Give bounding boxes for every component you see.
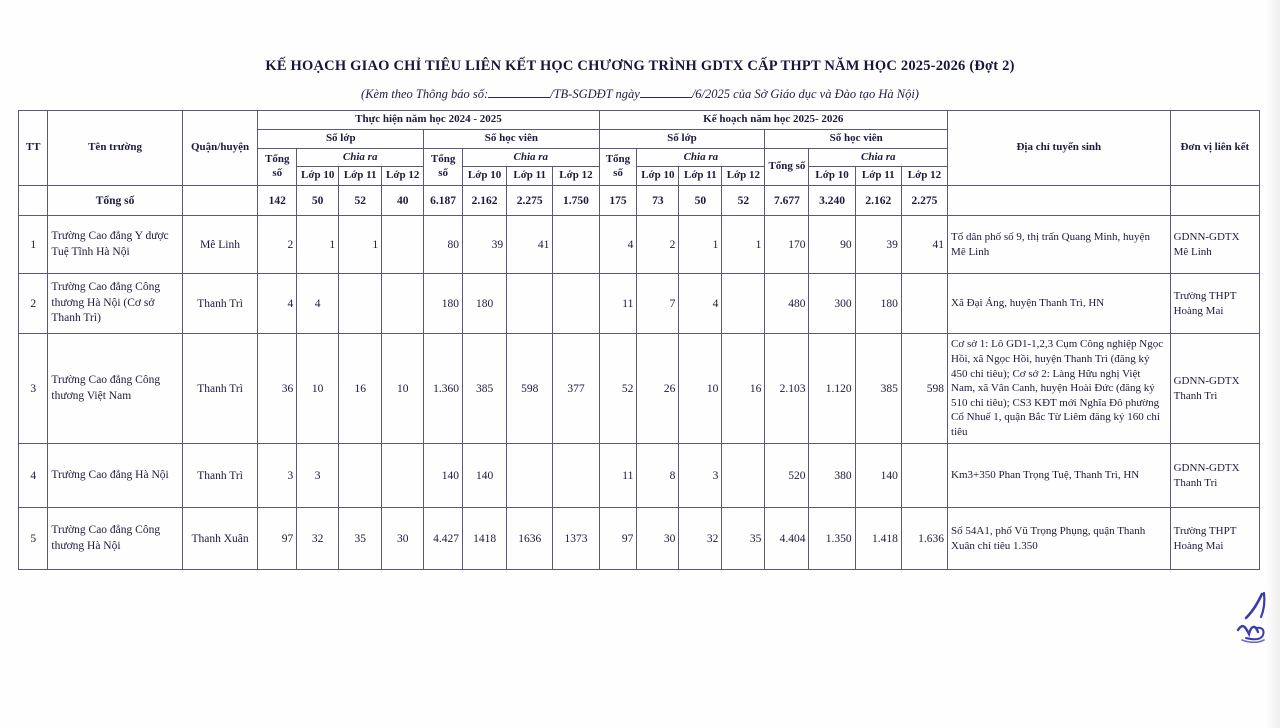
row-address: Xã Đại Áng, huyện Thanh Trì, HN (948, 274, 1171, 334)
row-s25-g12 (901, 274, 947, 334)
row-c25-g11: 3 (679, 444, 722, 508)
row-c24-g12 (382, 216, 424, 274)
header-breakdown-students-2025: Chia ra (809, 148, 948, 167)
subtitle-part-3: /6/2025 của Sở Giáo dục và Đào tạo Hà Nội) (691, 87, 919, 101)
row-c25-total: 97 (599, 508, 637, 570)
row-s25-g12: 1.636 (901, 508, 947, 570)
header-s24-grade11: Lớp 11 (507, 167, 553, 186)
total-address (948, 186, 1171, 216)
header-c24-grade12: Lớp 12 (382, 167, 424, 186)
row-c24-total: 2 (258, 216, 297, 274)
row-s25-g10: 1.120 (809, 334, 855, 444)
row-s24-g10: 1418 (463, 508, 507, 570)
header-row-1 (19, 111, 1260, 130)
row-s25-total: 4.404 (765, 508, 809, 570)
total-s24-total: 6.187 (424, 186, 463, 216)
total-c24-total: 142 (258, 186, 297, 216)
row-tt: 2 (19, 274, 48, 334)
quota-table (18, 110, 1260, 570)
row-s25-g12: 41 (901, 216, 947, 274)
header-tt: TT (19, 111, 48, 186)
header-district: Quận/huyện (182, 111, 258, 186)
row-c25-g12: 35 (722, 508, 765, 570)
row-c24-g10: 10 (297, 334, 339, 444)
row-c25-g12: 1 (722, 216, 765, 274)
table-body (19, 186, 1260, 570)
row-partner: GDNN-GDTX Thanh Trì (1170, 334, 1259, 444)
table-row (19, 334, 1260, 444)
row-c25-g12 (722, 274, 765, 334)
header-school-name: Tên trường (48, 111, 182, 186)
row-s24-total: 80 (424, 216, 463, 274)
row-s24-g12 (553, 274, 599, 334)
row-c24-g12: 10 (382, 334, 424, 444)
header-total-classes-2024: Tổng số (258, 148, 297, 186)
row-address: Cơ sở 1: Lô GD1-1,2,3 Cụm Công nghiệp Ngọc Hồi, xã Ngọc Hồi, huyện Thanh Trì (đăng ký 450 chỉ tiêu); Cơ sở 2: Làng Hữu nghị Việt Nam, xã Vân Canh, huyện Hoài Đức (đăng ký 510 chỉ tiêu); CS3 KĐT mới Nghĩa Đô phường Cổ Nhuế 1, quận Bắc Từ Liêm đăng ký 160 chỉ tiêu (948, 334, 1171, 444)
row-school-name: Trường Cao đẳng Công thương Hà Nội (Cơ sở Thanh Trì) (48, 274, 182, 334)
row-s24-g12: 1373 (553, 508, 599, 570)
row-s25-g10: 380 (809, 444, 855, 508)
document-subtitle (0, 84, 1280, 102)
total-s25-g10: 3.240 (809, 186, 855, 216)
row-district: Mê Linh (182, 216, 258, 274)
row-c25-total: 11 (599, 274, 637, 334)
row-district: Thanh Xuân (182, 508, 258, 570)
header-c25-grade10: Lớp 10 (637, 167, 679, 186)
table-row (19, 508, 1260, 570)
header-partner: Đơn vị liên kết (1170, 111, 1259, 186)
subtitle-blank-day (640, 84, 692, 98)
header-s25-grade10: Lớp 10 (809, 167, 855, 186)
row-c24-total: 36 (258, 334, 297, 444)
page-edge-shadow (1266, 0, 1280, 728)
title-block (0, 58, 1280, 102)
total-tt (19, 186, 48, 216)
table-row-total (19, 186, 1260, 216)
total-s25-g11: 2.162 (855, 186, 901, 216)
page-title: KẾ HOẠCH GIAO CHỈ TIÊU LIÊN KẾT HỌC CHƯƠNG TRÌNH GDTX CẤP THPT NĂM HỌC 2025-2026 (Đợt 2) (265, 58, 1015, 74)
row-s24-g10: 39 (463, 216, 507, 274)
header-c25-grade11: Lớp 11 (679, 167, 722, 186)
row-district: Thanh Trì (182, 334, 258, 444)
total-c24-g11: 52 (339, 186, 382, 216)
row-s24-g11 (507, 274, 553, 334)
total-c24-g10: 50 (297, 186, 339, 216)
row-s25-g11: 39 (855, 216, 901, 274)
row-s24-g10: 180 (463, 274, 507, 334)
row-s24-g11 (507, 444, 553, 508)
header-s25-grade12: Lớp 12 (901, 167, 947, 186)
row-tt: 5 (19, 508, 48, 570)
row-school-name: Trường Cao đẳng Công thương Hà Nội (48, 508, 182, 570)
header-students-2025: Số học viên (765, 129, 948, 148)
total-c25-g12: 52 (722, 186, 765, 216)
header-classes-2024: Số lớp (258, 129, 424, 148)
total-s24-g11: 2.275 (507, 186, 553, 216)
row-school-name: Trường Cao đẳng Công thương Việt Nam (48, 334, 182, 444)
row-partner: Trường THPT Hoàng Mai (1170, 508, 1259, 570)
row-c25-g10: 30 (637, 508, 679, 570)
table-row (19, 274, 1260, 334)
row-c25-g10: 26 (637, 334, 679, 444)
row-c25-total: 4 (599, 216, 637, 274)
row-tt: 3 (19, 334, 48, 444)
row-s25-total: 520 (765, 444, 809, 508)
row-c24-g11 (339, 274, 382, 334)
header-address: Địa chỉ tuyển sinh (948, 111, 1171, 186)
row-c24-g11: 35 (339, 508, 382, 570)
row-c24-g10: 4 (297, 274, 339, 334)
table-row (19, 444, 1260, 508)
row-school-name: Trường Cao đẳng Hà Nội (48, 444, 182, 508)
row-s25-g11: 180 (855, 274, 901, 334)
table-row (19, 216, 1260, 274)
subtitle-blank-number (488, 84, 550, 98)
row-s25-total: 2.103 (765, 334, 809, 444)
header-group-2025: Kế hoạch năm học 2025- 2026 (599, 111, 947, 130)
total-label: Tổng số (48, 186, 182, 216)
total-district (182, 186, 258, 216)
total-s24-g10: 2.162 (463, 186, 507, 216)
total-partner (1170, 186, 1259, 216)
total-c25-total: 175 (599, 186, 637, 216)
row-c24-g12 (382, 274, 424, 334)
header-total-classes-2025: Tổng số (599, 148, 637, 186)
row-s24-g10: 140 (463, 444, 507, 508)
header-c25-grade12: Lớp 12 (722, 167, 765, 186)
row-address: Tổ dân phố số 9, thị trấn Quang Minh, huyện Mê Linh (948, 216, 1171, 274)
subtitle-part-1: (Kèm theo Thông báo số: (361, 87, 489, 101)
row-c25-g10: 2 (637, 216, 679, 274)
row-s24-g11: 1636 (507, 508, 553, 570)
total-c24-g12: 40 (382, 186, 424, 216)
row-s25-g11: 140 (855, 444, 901, 508)
row-s24-total: 1.360 (424, 334, 463, 444)
row-s24-g12: 377 (553, 334, 599, 444)
row-c25-g11: 4 (679, 274, 722, 334)
row-s25-g11: 385 (855, 334, 901, 444)
table-head (19, 111, 1260, 186)
row-tt: 1 (19, 216, 48, 274)
row-address: Km3+350 Phan Trọng Tuệ, Thanh Trì, HN (948, 444, 1171, 508)
row-c24-g11: 1 (339, 216, 382, 274)
row-s25-g12: 598 (901, 334, 947, 444)
header-c24-grade11: Lớp 11 (339, 167, 382, 186)
row-s24-g11: 41 (507, 216, 553, 274)
row-district: Thanh Trì (182, 274, 258, 334)
row-c25-g11: 10 (679, 334, 722, 444)
header-s24-grade10: Lớp 10 (463, 167, 507, 186)
row-partner: GDNN-GDTX Thanh Trì (1170, 444, 1259, 508)
header-c24-grade10: Lớp 10 (297, 167, 339, 186)
total-s25-total: 7.677 (765, 186, 809, 216)
row-s24-g11: 598 (507, 334, 553, 444)
row-c24-total: 4 (258, 274, 297, 334)
row-s24-total: 140 (424, 444, 463, 508)
total-s25-g12: 2.275 (901, 186, 947, 216)
row-s24-total: 4.427 (424, 508, 463, 570)
header-breakdown-classes-2025: Chia ra (637, 148, 765, 167)
row-tt: 4 (19, 444, 48, 508)
row-c24-total: 3 (258, 444, 297, 508)
row-c24-total: 97 (258, 508, 297, 570)
row-c24-g12 (382, 444, 424, 508)
row-c24-g10: 3 (297, 444, 339, 508)
row-c25-total: 11 (599, 444, 637, 508)
row-c24-g11 (339, 444, 382, 508)
row-c24-g10: 32 (297, 508, 339, 570)
row-s25-g10: 1.350 (809, 508, 855, 570)
row-s25-g10: 90 (809, 216, 855, 274)
header-s25-grade11: Lớp 11 (855, 167, 901, 186)
row-s24-g12 (553, 444, 599, 508)
row-school-name: Trường Cao đẳng Y dược Tuệ Tĩnh Hà Nội (48, 216, 182, 274)
total-c25-g10: 73 (637, 186, 679, 216)
row-partner: GDNN-GDTX Mê Linh (1170, 216, 1259, 274)
row-c25-g11: 32 (679, 508, 722, 570)
row-s24-g10: 385 (463, 334, 507, 444)
header-classes-2025: Số lớp (599, 129, 765, 148)
subtitle-part-2: /TB-SGDĐT ngày (550, 87, 640, 101)
row-c25-g12 (722, 444, 765, 508)
row-c25-g10: 7 (637, 274, 679, 334)
row-s25-g11: 1.418 (855, 508, 901, 570)
row-c25-total: 52 (599, 334, 637, 444)
row-c25-g10: 8 (637, 444, 679, 508)
header-group-2024: Thực hiện năm học 2024 - 2025 (258, 111, 599, 130)
row-c25-g11: 1 (679, 216, 722, 274)
row-s25-total: 480 (765, 274, 809, 334)
header-total-students-2024: Tổng số (424, 148, 463, 186)
row-partner: Trường THPT Hoàng Mai (1170, 274, 1259, 334)
row-s24-total: 180 (424, 274, 463, 334)
header-total-students-2025: Tổng số (765, 148, 809, 186)
quota-table-container (18, 110, 1260, 570)
row-c24-g12: 30 (382, 508, 424, 570)
row-s25-total: 170 (765, 216, 809, 274)
row-s24-g12 (553, 216, 599, 274)
row-c24-g11: 16 (339, 334, 382, 444)
row-address: Số 54A1, phố Vũ Trọng Phụng, quận Thanh Xuân chỉ tiêu 1.350 (948, 508, 1171, 570)
header-breakdown-students-2024: Chia ra (463, 148, 600, 167)
row-district: Thanh Trì (182, 444, 258, 508)
total-s24-g12: 1.750 (553, 186, 599, 216)
total-c25-g11: 50 (679, 186, 722, 216)
header-breakdown-classes-2024: Chia ra (297, 148, 424, 167)
row-s25-g12 (901, 444, 947, 508)
row-s25-g10: 300 (809, 274, 855, 334)
row-c25-g12: 16 (722, 334, 765, 444)
header-students-2024: Số học viên (424, 129, 599, 148)
header-s24-grade12: Lớp 12 (553, 167, 599, 186)
row-c24-g10: 1 (297, 216, 339, 274)
